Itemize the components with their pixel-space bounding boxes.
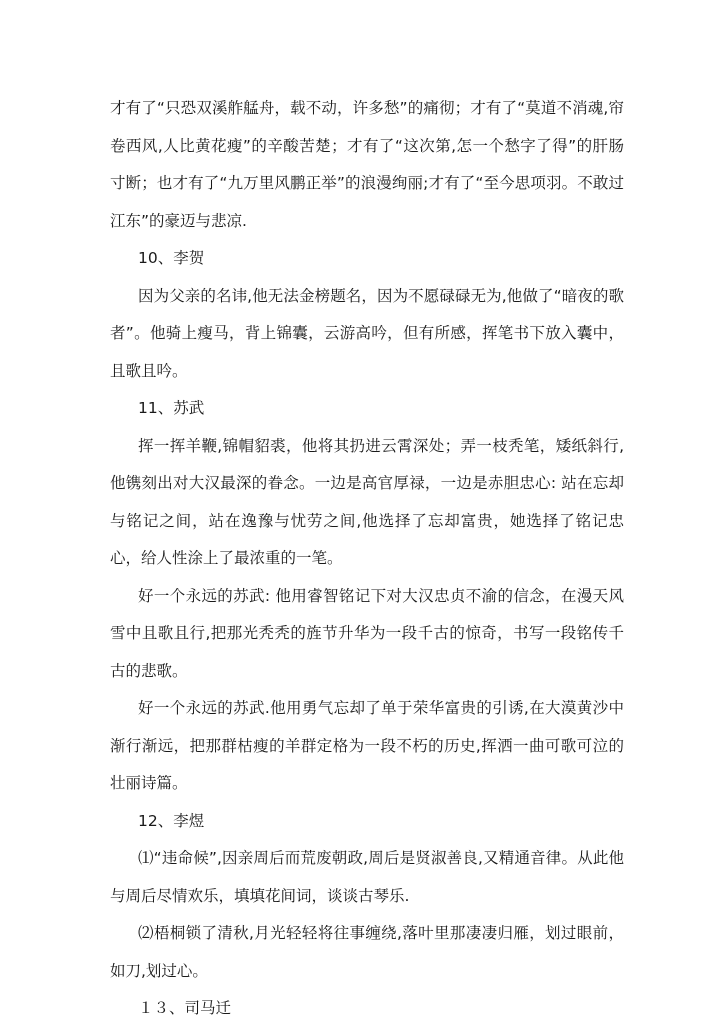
section-heading-li-yu: 12、李煜 (138, 811, 205, 830)
document-body (110, 90, 624, 1028)
section-heading-li-he: 10、李贺 (138, 249, 205, 267)
paragraph-li-yu-1: ⑴“违命候”,因亲周后而荒废朝政,周后是贤淑善良,又精通音律。从此他与周后尽情欢乐，填填花间词，谈谈古琴乐. (110, 849, 624, 905)
paragraph-li-yu-2: ⑵梧桐锁了清秋,月光轻轻将往事缠绕,落叶里那凄凄归雁，划过眼前，如刀,划过心。 (110, 924, 624, 980)
paragraph-su-wu-2: 好一个永远的苏武: 他用睿智铭记下对大汉忠贞不渝的信念，在漫天风雪中且歌且行,把那光秃秃的旌节升华为一段千古的惊奇，书写一段铭传千古的悲歌。 (110, 586, 624, 680)
paragraph-li-he: 因为父亲的名讳,他无法金榜题名，因为不愿碌碌无为,他做了“暗夜的歌者”。他骑上瘦马，背上锦囊，云游高吟，但有所感，挥笔书下放入囊中，且歌且吟。 (110, 286, 624, 380)
paragraph-su-wu-3: 好一个永远的苏武.他用勇气忘却了单于荣华富贵的引诱,在大漠黄沙中渐行渐远，把那群枯瘦的羊群定格为一段不朽的历史,挥洒一曲可歌可泣的壮丽诗篇。 (110, 699, 624, 792)
section-heading-su-wu: 11、苏武 (138, 399, 205, 417)
section-heading-sima-qian: １３、司马迁 (138, 999, 232, 1017)
paragraph-li-qingzhao-continued: 才有了“只恐双溪舴艋舟，载不动，许多愁”的痛彻；才有了“莫道不消魂,帘卷西风,人比黄花瘦”的辛酸苦楚；才有了“这次第,怎一个愁字了得”的肝肠寸断；也才有了“九万里风鹏正举”的浪漫绚丽;才有了“至今思项羽。不敢过江东”的豪迈与悲凉. (110, 99, 624, 230)
paragraph-su-wu-1: 挥一挥羊鞭,锦帽貂裘，他将其扔进云霄深处；弄一枝秃笔，矮纸斜行,他镌刻出对大汉最深的眷念。一边是高官厚禄，一边是赤胆忠心: 站在忘却与铭记之间，站在逸豫与忧劳之间,他选择了忘却富贵，她选择了铭记忠心，给人性涂上了最浓重的一笔。 (110, 436, 624, 567)
